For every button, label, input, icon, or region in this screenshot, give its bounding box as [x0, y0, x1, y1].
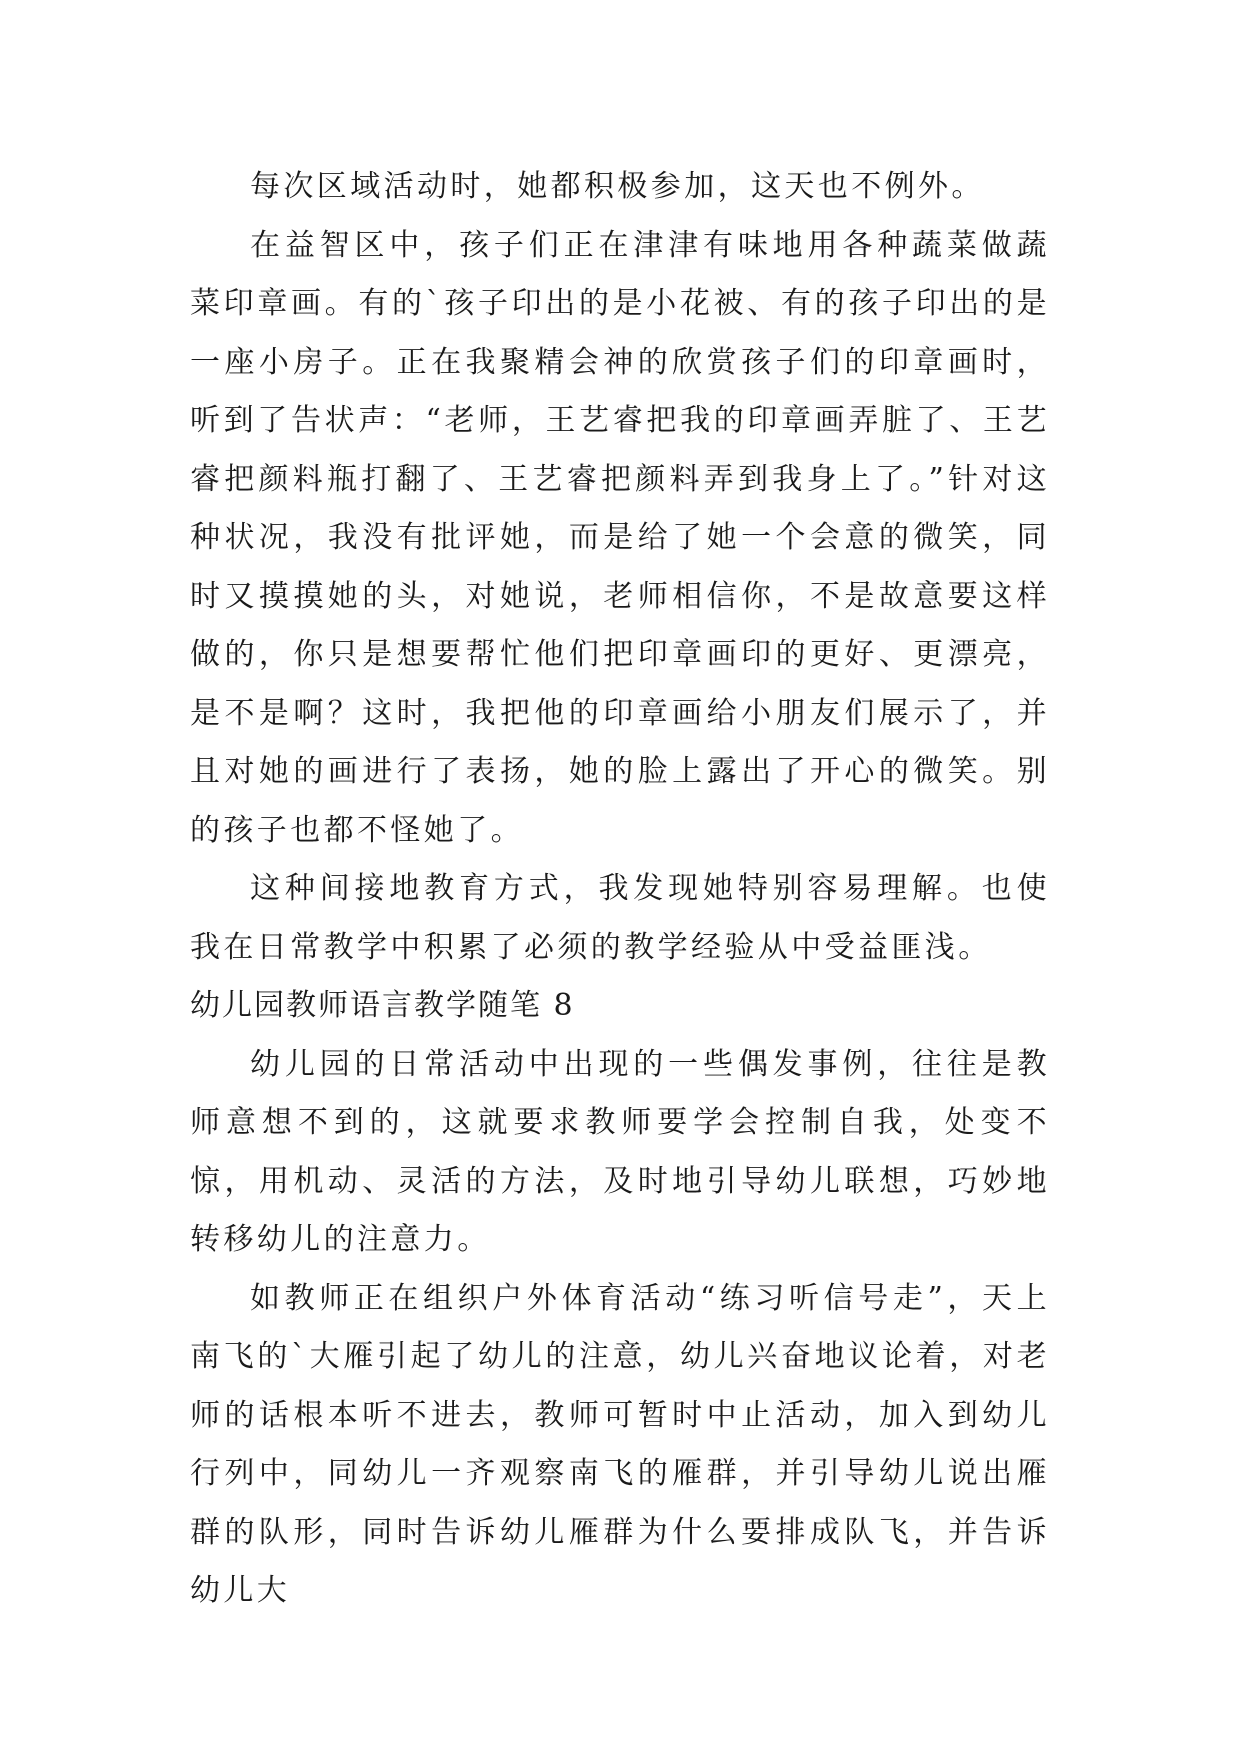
section-heading: 幼儿园教师语言教学随笔 8 [190, 988, 575, 1023]
document-body [190, 158, 1050, 1621]
paragraph: 在益智区中，孩子们正在津津有味地用各种蔬菜做蔬菜印章画。有的`孩子印出的是小花被、有的孩子印出的是一座小房子。正在我聚精会神的欣赏孩子们的印章画时，听到了告状声：“老师，王艺睿把我的印章画弄脏了、王艺睿把颜料瓶打翻了、王艺睿把颜料弄到我身上了。”针对这种状况，我没有批评她，而是给了她一个会意的微笑，同时又摸摸她的头，对她说，老师相信你，不是故意要这样做的，你只是想要帮忙他们把印章画印的更好、更漂亮，是不是啊？这时，我把他的印章画给小朋友们展示了，并且对她的画进行了表扬，她的脸上露出了开心的微笑。别的孩子也都不怪她了。 [190, 227, 1050, 848]
paragraph: 幼儿园的日常活动中出现的一些偶发事例，往往是教师意想不到的，这就要求教师要学会控制自我，处变不惊，用机动、灵活的方法，及时地引导幼儿联想，巧妙地转移幼儿的注意力。 [190, 1046, 1050, 1257]
paragraph: 这种间接地教育方式，我发现她特别容易理解。也使我在日常教学中积累了必须的教学经验从中受益匪浅。 [190, 871, 1050, 965]
paragraph: 每次区域活动时，她都积极参加，这天也不例外。 [250, 169, 985, 204]
paragraph: 如教师正在组织户外体育活动“练习听信号走”，天上南飞的`大雁引起了幼儿的注意，幼儿兴奋地议论着，对老师的话根本听不进去，教师可暂时中止活动，加入到幼儿行列中，同幼儿一齐观察南飞的雁群，并引导幼儿说出雁群的队形，同时告诉幼儿雁群为什么要排成队飞，并告诉幼儿大 [190, 1280, 1050, 1608]
